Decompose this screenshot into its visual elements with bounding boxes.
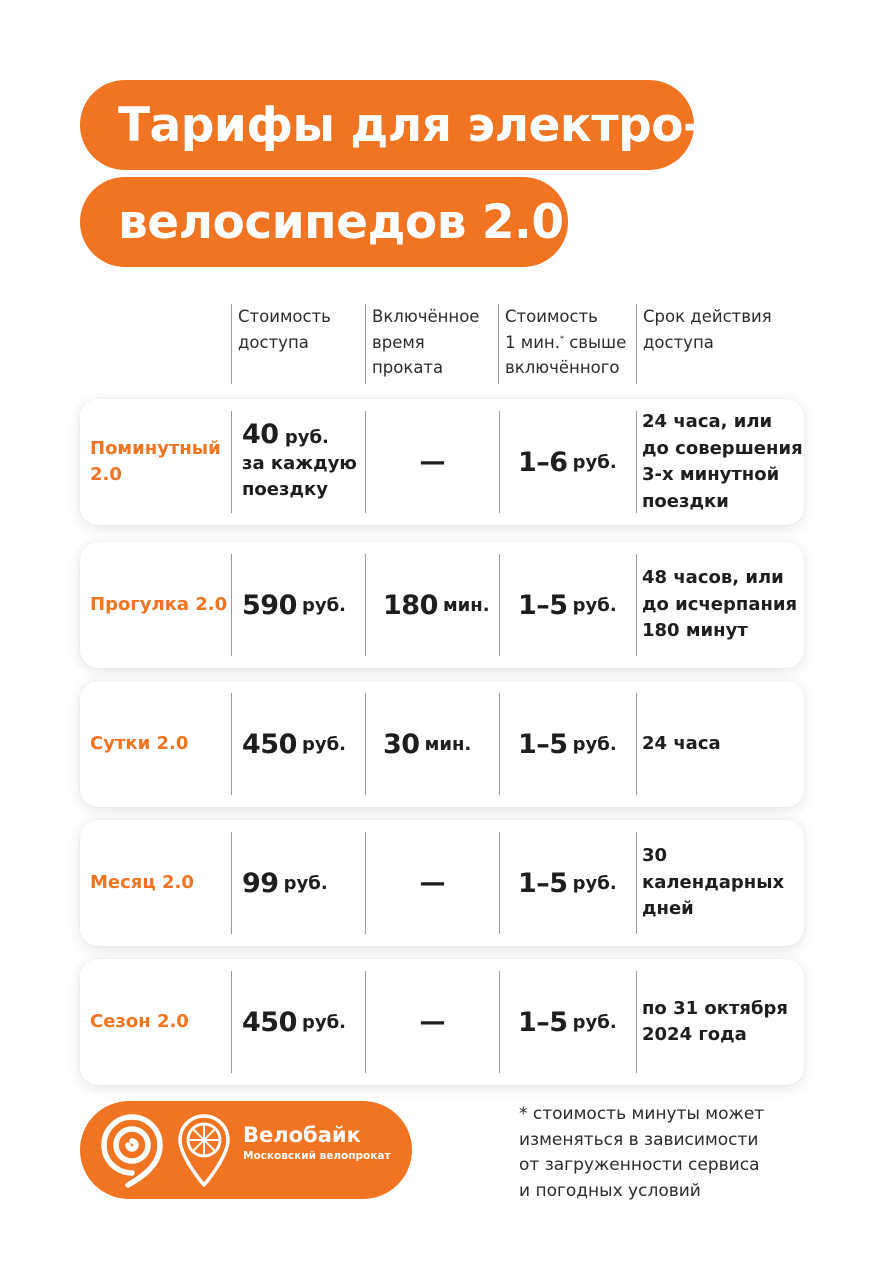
access-price: 450 руб. [242, 728, 346, 760]
access-price: 450 руб. [242, 1006, 346, 1038]
tariff-name: Поминутный 2.0 [90, 438, 221, 485]
tariff-card-month [80, 820, 804, 946]
table-header [0, 304, 884, 386]
included-time: — [419, 868, 446, 898]
title-line-1 [80, 80, 703, 170]
title-line-2 [80, 177, 568, 267]
header-validity: Срок действия доступа [636, 304, 772, 384]
bike-wheel-pin-icon [176, 1113, 232, 1189]
access-price: 99 руб. [242, 867, 328, 899]
title-line-2-text: велосипедов 2.0 [118, 194, 564, 250]
validity: 30 календарных дней [642, 845, 785, 920]
footnote-marker: * [559, 334, 564, 343]
access-price: 40 руб. за каждую поездку [242, 418, 357, 500]
validity: 24 часа, или до совершения 3-х минутной поездки [642, 411, 803, 512]
validity: по 31 октября 2024 года [642, 997, 788, 1045]
tariff-name: Сезон 2.0 [90, 1011, 189, 1032]
header-minute-cost: Стоимость 1 мин.* свыше включённого [498, 304, 626, 384]
minute-price: 1–5 руб. [518, 589, 617, 621]
access-price: 590 руб. [242, 589, 346, 621]
minute-price: 1–5 руб. [518, 728, 617, 760]
included-time: 30 мин. [383, 728, 472, 760]
minute-price: 1–5 руб. [518, 1006, 617, 1038]
tariff-name: Месяц 2.0 [90, 872, 194, 893]
footnote: * стоимость минуты может изменяться в зависимости от загруженности сервиса и погодных условий [519, 1104, 765, 1201]
tariff-card-season [80, 959, 804, 1085]
moscow-logo-icon [98, 1111, 166, 1189]
header-access-cost: Стоимость доступа [231, 304, 331, 384]
title-line-1-text: Тарифы для электро- [118, 97, 703, 153]
minute-price: 1–6 руб. [518, 446, 617, 478]
validity: 48 часов, или до исчерпания 180 минут [642, 567, 798, 642]
tariff-card-walk [80, 542, 804, 668]
included-time: — [419, 1007, 446, 1037]
brand-subtitle: Московский велопрокат [243, 1150, 391, 1162]
brand-logo-pill [80, 1101, 412, 1199]
tariff-name: Прогулка 2.0 [90, 594, 228, 615]
brand-name: Велобайк [243, 1123, 361, 1147]
tariff-name: Сутки 2.0 [90, 733, 189, 754]
included-time: 180 мин. [383, 589, 490, 621]
tariff-card-day [80, 681, 804, 807]
minute-price: 1–5 руб. [518, 867, 617, 899]
tariff-card-per-minute [80, 399, 804, 525]
header-included-time: Включённое время проката [365, 304, 479, 384]
included-time: — [419, 447, 446, 477]
validity: 24 часа [642, 732, 721, 754]
